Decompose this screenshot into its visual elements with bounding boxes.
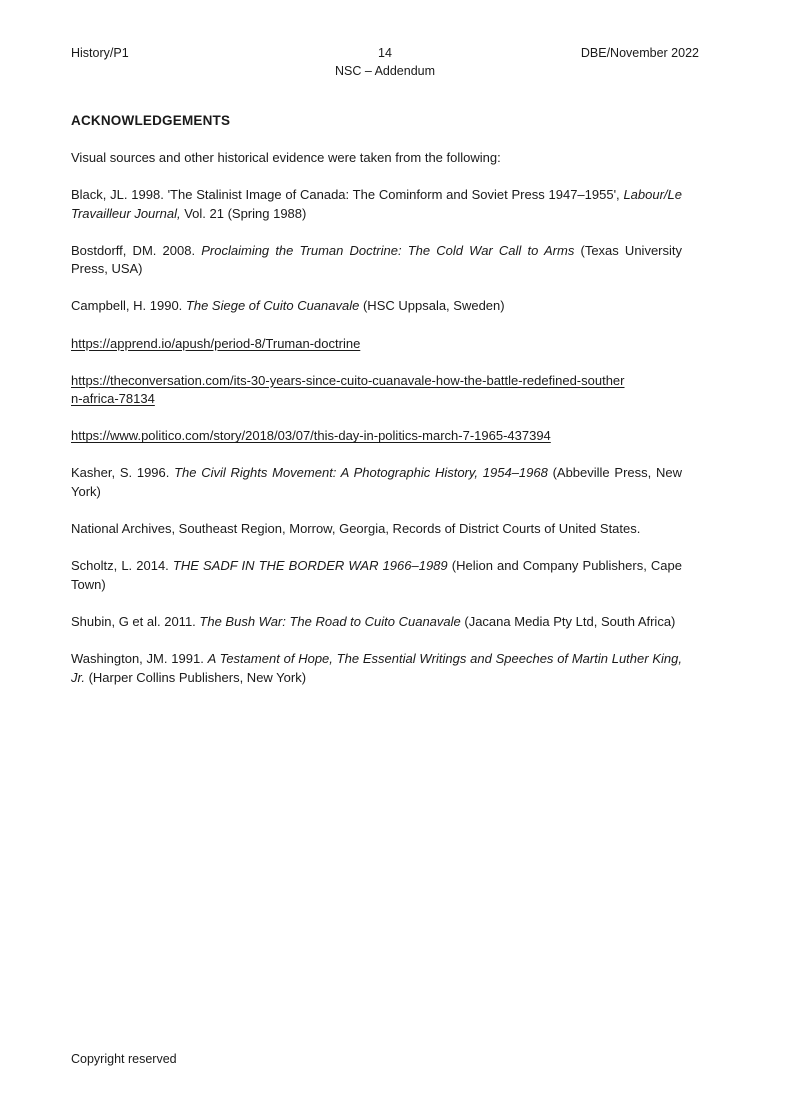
header-page-number: 14 [378,46,392,60]
footer-copyright: Copyright reserved [71,1052,177,1066]
reference-title-italic: The Civil Rights Movement: A Photographic History, 1954–1968 [174,465,548,481]
reference-scholtz [71,557,682,594]
reference-text-pre: Shubin, G et al. 2011. [71,613,200,629]
reference-campbell [71,297,682,316]
reference-title-italic: Proclaiming the Truman Doctrine: The Cold War Call to Arms [201,242,575,258]
reference-text-post: (Abbeville Press, New York) [71,465,682,500]
reference-title-italic: The Bush War: The Road to Cuito Cuanavale [199,613,461,629]
header-department-date: DBE/November 2022 [580,46,699,60]
reference-text-pre: Campbell, H. 1990. [71,298,186,314]
reference-text-pre: Washington, JM. 1991. [71,651,208,666]
running-header [71,44,699,86]
reference-text-post: (Jacana Media Pty Ltd, South Africa) [460,613,676,629]
intro-paragraph: Visual sources and other historical evidence were taken from the following: [71,150,501,165]
reference-text-pre: Kasher, S. 1996. [71,465,175,481]
reference-text-pre: Scholtz, L. 2014. [71,558,173,574]
reference-title-italic: THE SADF IN THE BORDER WAR 1966–1989 [172,558,448,574]
reference-text-pre: National Archives, Southeast Region, Morrow, Georgia, Records of District Courts of United States. [71,521,641,537]
reference-title-italic: The Siege of Cuito Cuanavale [185,298,360,314]
reference-url-theconversation[interactable]: https://theconversation.com/its-30-years-since-cuito-cuanavale-how-the-battle-redefined-southern-africa-78134 [71,372,625,407]
reference-national-archives [71,520,682,539]
reference-text-pre: Black, JL. 1998. 'The Stalinist Image of Canada: The Cominform and Soviet Press 1947–1955', [71,187,624,203]
reference-washington [71,650,682,687]
reference-bostdorff [71,242,682,279]
header-subject: History/P1 [71,46,129,60]
reference-text-post: (HSC Uppsala, Sweden) [359,298,505,314]
reference-shubin [71,613,682,632]
reference-text-post: (Harper Collins Publishers, New York) [84,669,307,685]
reference-title-italic: A Testament of Hope, The Essential Writings and Speeches of Martin Luther King, Jr. [71,651,683,685]
reference-black [71,186,682,223]
reference-text-post: (Texas University Press, USA) [71,242,682,277]
reference-text-post: Vol. 21 (Spring 1988) [180,205,307,221]
reference-text-pre: Bostdorff, DM. 2008. [71,242,202,258]
acknowledgements-section [71,112,682,706]
reference-kasher [71,464,682,501]
reference-text-post: (Helion and Company Publishers, Cape Town) [71,558,683,592]
reference-url-politico[interactable]: https://www.politico.com/story/2018/03/07/this-day-in-politics-march-7-1965-437394 [71,428,551,444]
header-exam-label: NSC – Addendum [334,64,436,78]
reference-title-italic: Labour/Le Travailleur Journal, [71,187,682,221]
page-title: ACKNOWLEDGEMENTS [71,113,231,128]
reference-url-apprend[interactable]: https://apprend.io/apush/period-8/Truman-doctrine [71,335,361,351]
